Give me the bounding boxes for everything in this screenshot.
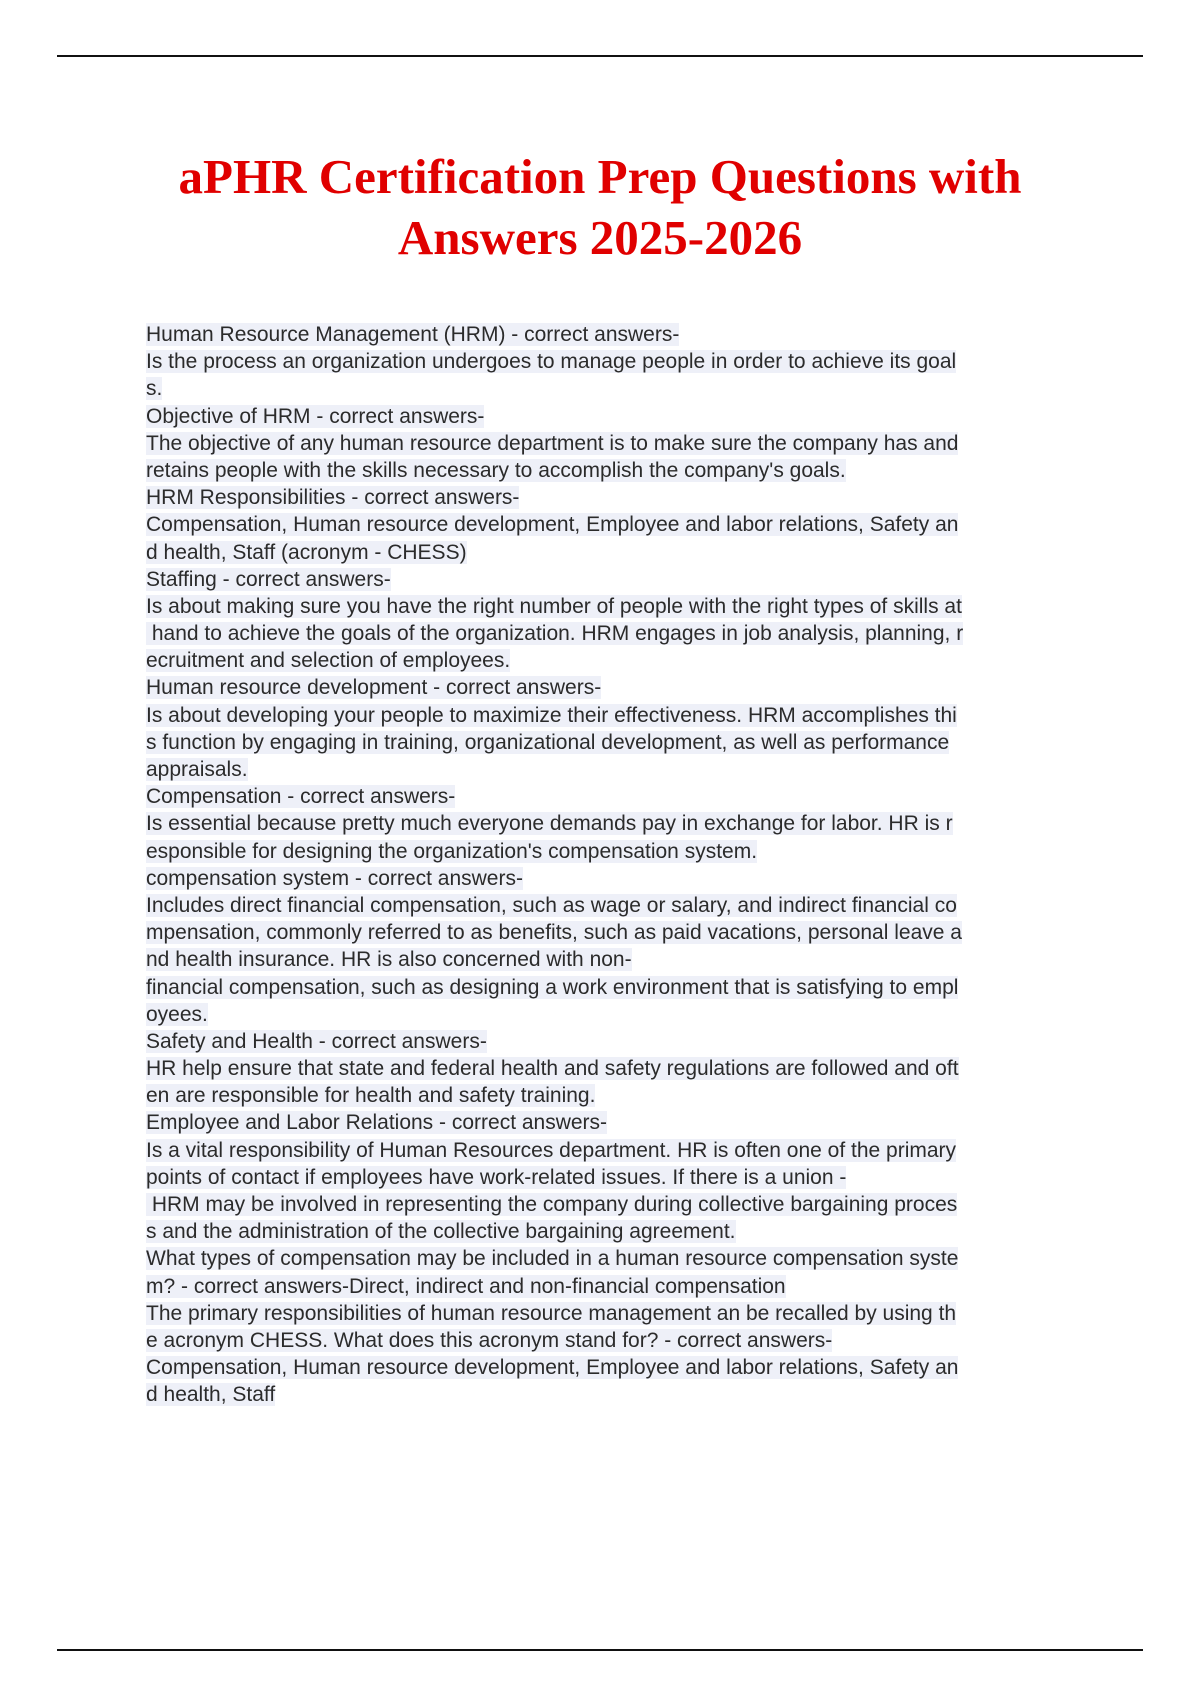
top-rule bbox=[57, 55, 1143, 57]
text-line bbox=[146, 946, 1096, 973]
text-line-content: Human Resource Management (HRM) - correct answers- bbox=[146, 323, 680, 346]
text-line bbox=[146, 838, 1096, 865]
title-line-2: Answers 2025-2026 bbox=[397, 210, 803, 265]
text-line bbox=[146, 1218, 1096, 1245]
text-line bbox=[146, 756, 1096, 783]
text-line-content: d health, Staff bbox=[146, 1383, 276, 1407]
text-line bbox=[146, 430, 1096, 457]
text-line-content: mpensation, commonly referred to as benefits, such as paid vacations, personal leave a bbox=[146, 921, 962, 945]
text-line-content: s. bbox=[146, 377, 163, 401]
text-line bbox=[146, 1164, 1096, 1191]
text-line bbox=[146, 974, 1096, 1001]
text-line bbox=[146, 647, 1096, 674]
text-line bbox=[146, 348, 1096, 375]
text-line-content: HRM may be involved in representing the company during collective bargaining proces bbox=[146, 1193, 958, 1216]
text-line-content: financial compensation, such as designing a work environment that is satisfying to empl bbox=[146, 975, 959, 999]
text-line-content: Employee and Labor Relations - correct answers- bbox=[146, 1111, 608, 1135]
text-line-content: s and the administration of the collective bargaining agreement. bbox=[146, 1220, 736, 1244]
text-line-content: d health, Staff (acronym - CHESS) bbox=[146, 540, 467, 564]
text-line bbox=[146, 1001, 1096, 1028]
text-line bbox=[146, 1055, 1096, 1082]
text-line bbox=[146, 1327, 1096, 1354]
text-line-content: Compensation - correct answers- bbox=[146, 785, 456, 809]
text-line-content: Is essential because pretty much everyone demands pay in exchange for labor. HR is r bbox=[146, 812, 953, 836]
text-line-content: appraisals. bbox=[146, 758, 248, 781]
text-line-content: Is about making sure you have the right number of people with the right types of skills at bbox=[146, 594, 962, 618]
text-line-content: esponsible for designing the organization's compensation system. bbox=[146, 839, 758, 863]
text-line-content: Includes direct financial compensation, such as wage or salary, and indirect financial co bbox=[146, 893, 957, 917]
text-line bbox=[146, 1137, 1096, 1164]
text-line bbox=[146, 919, 1096, 946]
text-line bbox=[146, 865, 1096, 892]
text-line-content: en are responsible for health and safety training. bbox=[146, 1084, 596, 1108]
text-line-content: m? - correct answers-Direct, indirect and non-financial compensation bbox=[146, 1274, 786, 1298]
text-line bbox=[146, 674, 1096, 701]
text-line-content: What types of compensation may be included in a human resource compensation syste bbox=[146, 1247, 959, 1271]
text-line bbox=[146, 783, 1096, 810]
text-line bbox=[146, 321, 1096, 348]
text-line-content: Objective of HRM - correct answers- bbox=[146, 404, 485, 428]
text-line bbox=[146, 702, 1096, 729]
text-line bbox=[146, 1354, 1096, 1381]
text-line bbox=[146, 892, 1096, 919]
text-line bbox=[146, 593, 1096, 620]
text-line bbox=[146, 484, 1096, 511]
text-line-content: HRM Responsibilities - correct answers- bbox=[146, 486, 520, 510]
text-line-content: Compensation, Human resource development, Employee and labor relations, Safety an bbox=[146, 1356, 959, 1380]
text-line-content: s function by engaging in training, organizational development, as well as performance bbox=[146, 730, 950, 754]
text-line bbox=[146, 620, 1096, 647]
qa-content bbox=[146, 321, 1096, 1409]
text-line-content: The objective of any human resource department is to make sure the company has and bbox=[146, 431, 959, 455]
text-line bbox=[146, 1300, 1096, 1327]
text-line bbox=[146, 403, 1096, 430]
text-line-content: oyees. bbox=[146, 1002, 208, 1026]
text-line bbox=[146, 539, 1096, 566]
text-line bbox=[146, 1109, 1096, 1136]
text-line-content: hand to achieve the goals of the organization. HRM engages in job analysis, planning, r bbox=[146, 622, 964, 646]
bottom-rule bbox=[57, 1649, 1143, 1651]
text-line-content: Compensation, Human resource development, Employee and labor relations, Safety an bbox=[146, 513, 959, 537]
text-line-content: e acronym CHESS. What does this acronym stand for? - correct answers- bbox=[146, 1328, 833, 1352]
text-line-content: Safety and Health - correct answers- bbox=[146, 1029, 487, 1053]
text-line-content: Staffing - correct answers- bbox=[146, 567, 391, 591]
text-line bbox=[146, 1191, 1096, 1218]
text-line bbox=[146, 1245, 1096, 1272]
text-line-content: Is a vital responsibility of Human Resources department. HR is often one of the primary bbox=[146, 1138, 957, 1162]
text-line-content: ecruitment and selection of employees. bbox=[146, 649, 511, 673]
title-line-1: aPHR Certification Prep Questions with bbox=[178, 149, 1022, 204]
text-line bbox=[146, 729, 1096, 756]
document-title bbox=[100, 146, 1100, 268]
text-line bbox=[146, 810, 1096, 837]
text-line-content: The primary responsibilities of human resource management an be recalled by using th bbox=[146, 1301, 957, 1325]
text-line-content: Is the process an organization undergoes to manage people in order to achieve its goal bbox=[146, 350, 957, 374]
text-line bbox=[146, 566, 1096, 593]
text-line bbox=[146, 1028, 1096, 1055]
text-line-content: nd health insurance. HR is also concerned with non- bbox=[146, 948, 632, 972]
text-line-content: Human resource development - correct answers- bbox=[146, 676, 602, 700]
text-line bbox=[146, 1082, 1096, 1109]
text-line bbox=[146, 457, 1096, 484]
text-line-content: points of contact if employees have work-related issues. If there is a union - bbox=[146, 1165, 847, 1189]
text-line bbox=[146, 511, 1096, 538]
text-line-content: Is about developing your people to maximize their effectiveness. HRM accomplishes thi bbox=[146, 703, 957, 727]
text-line-content: HR help ensure that state and federal health and safety regulations are followed and oft bbox=[146, 1057, 959, 1081]
text-line-content: compensation system - correct answers- bbox=[146, 866, 523, 890]
text-line bbox=[146, 1381, 1096, 1408]
text-line-content: retains people with the skills necessary to accomplish the company's goals. bbox=[146, 458, 846, 482]
text-line bbox=[146, 1273, 1096, 1300]
text-line bbox=[146, 375, 1096, 402]
